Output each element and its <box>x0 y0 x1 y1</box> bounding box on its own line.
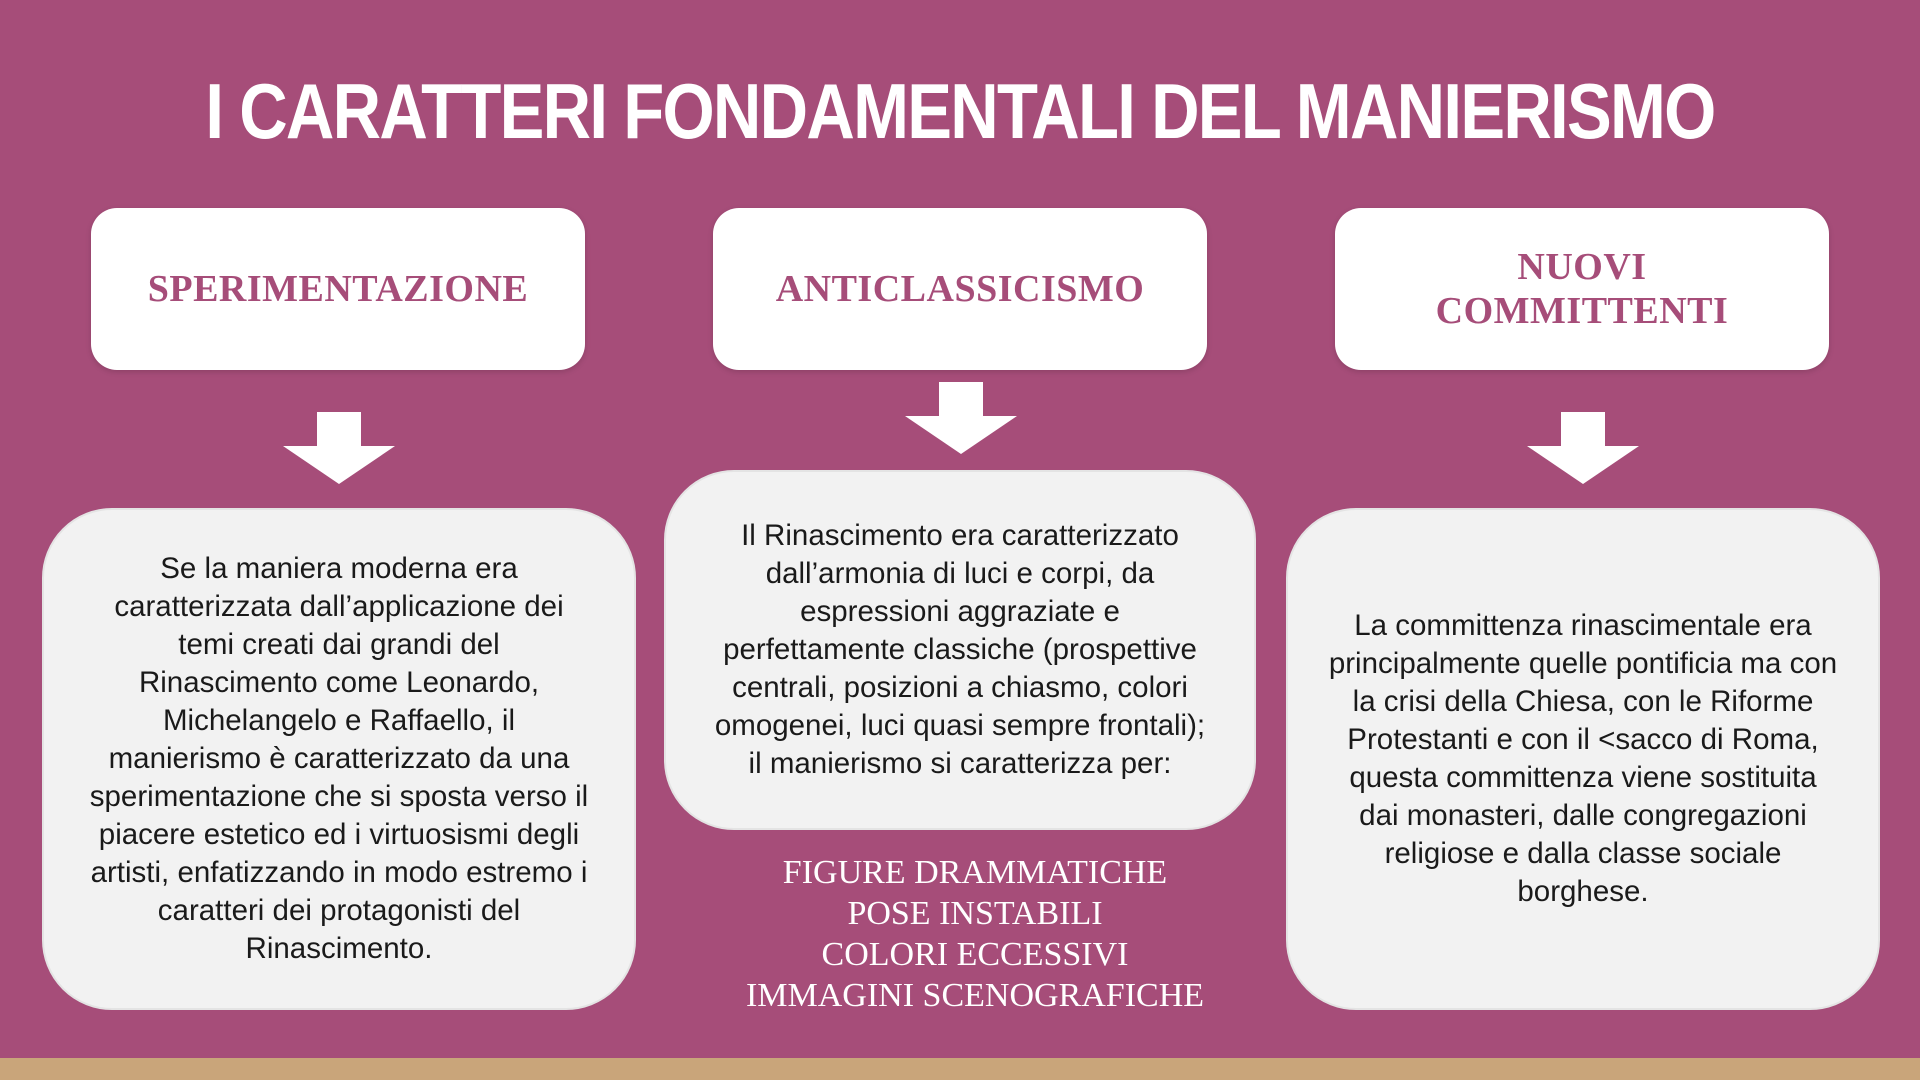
feature-item: IMMAGINI SCENOGRAFICHE <box>745 977 1205 1014</box>
feature-item: COLORI ECCESSIVI <box>821 936 1129 973</box>
description-box-sperimentazione <box>42 508 636 1010</box>
heading-text-line-1: NUOVI <box>1517 246 1647 288</box>
feature-item: FIGURE DRAMMATICHE <box>782 854 1168 891</box>
down-arrow-icon <box>1527 412 1639 484</box>
slide-title: I CARATTERI FONDAMENTALI DEL MANIERISMO <box>205 67 1715 155</box>
down-arrow-icon <box>283 412 395 484</box>
description-text: Se la maniera moderna era caratterizzata dall’applicazione dei temi creati dai grandi del Rinascimento come Leonardo, Michelangelo e Raffaello, il manierismo è caratterizzato da una sperimentazione che si sposta verso il piacere estetico ed i virtuosismi degli artisti, enfatizzando in modo estremo i caratteri dei protagonisti del Rinascimento. <box>89 552 589 965</box>
down-arrow-icon <box>905 382 1017 454</box>
footer-band <box>0 1058 1920 1080</box>
features-list <box>660 852 1290 1016</box>
heading-box-anticlassicismo <box>713 208 1207 370</box>
heading-text: ANTICLASSICISMO <box>775 268 1145 310</box>
heading-text: SPERIMENTAZIONE <box>147 268 529 310</box>
heading-box-nuovi-committenti <box>1335 208 1829 370</box>
description-box-anticlassicismo <box>664 470 1256 830</box>
heading-text-line-2: COMMITTENTI <box>1435 290 1729 332</box>
description-text: Il Rinascimento era caratterizzato dall’armonia di luci e corpi, da espressioni aggraziate e perfettamente classiche (prospettive centrali, posizioni a chiasmo, colori omogenei, luci quasi sempre frontali); il manierismo si caratterizza per: <box>714 519 1206 780</box>
description-text: La committenza rinascimentale era principalmente quelle pontificia ma con la crisi della Chiesa, con le Riforme Protestanti e con il <sacco di Roma, questa committenza viene sostituita dai monasteri, dalle congregazioni religiose e dalla classe sociale borghese. <box>1328 609 1838 908</box>
feature-item: POSE INSTABILI <box>847 895 1103 932</box>
heading-box-sperimentazione <box>91 208 585 370</box>
description-box-nuovi-committenti <box>1286 508 1880 1010</box>
